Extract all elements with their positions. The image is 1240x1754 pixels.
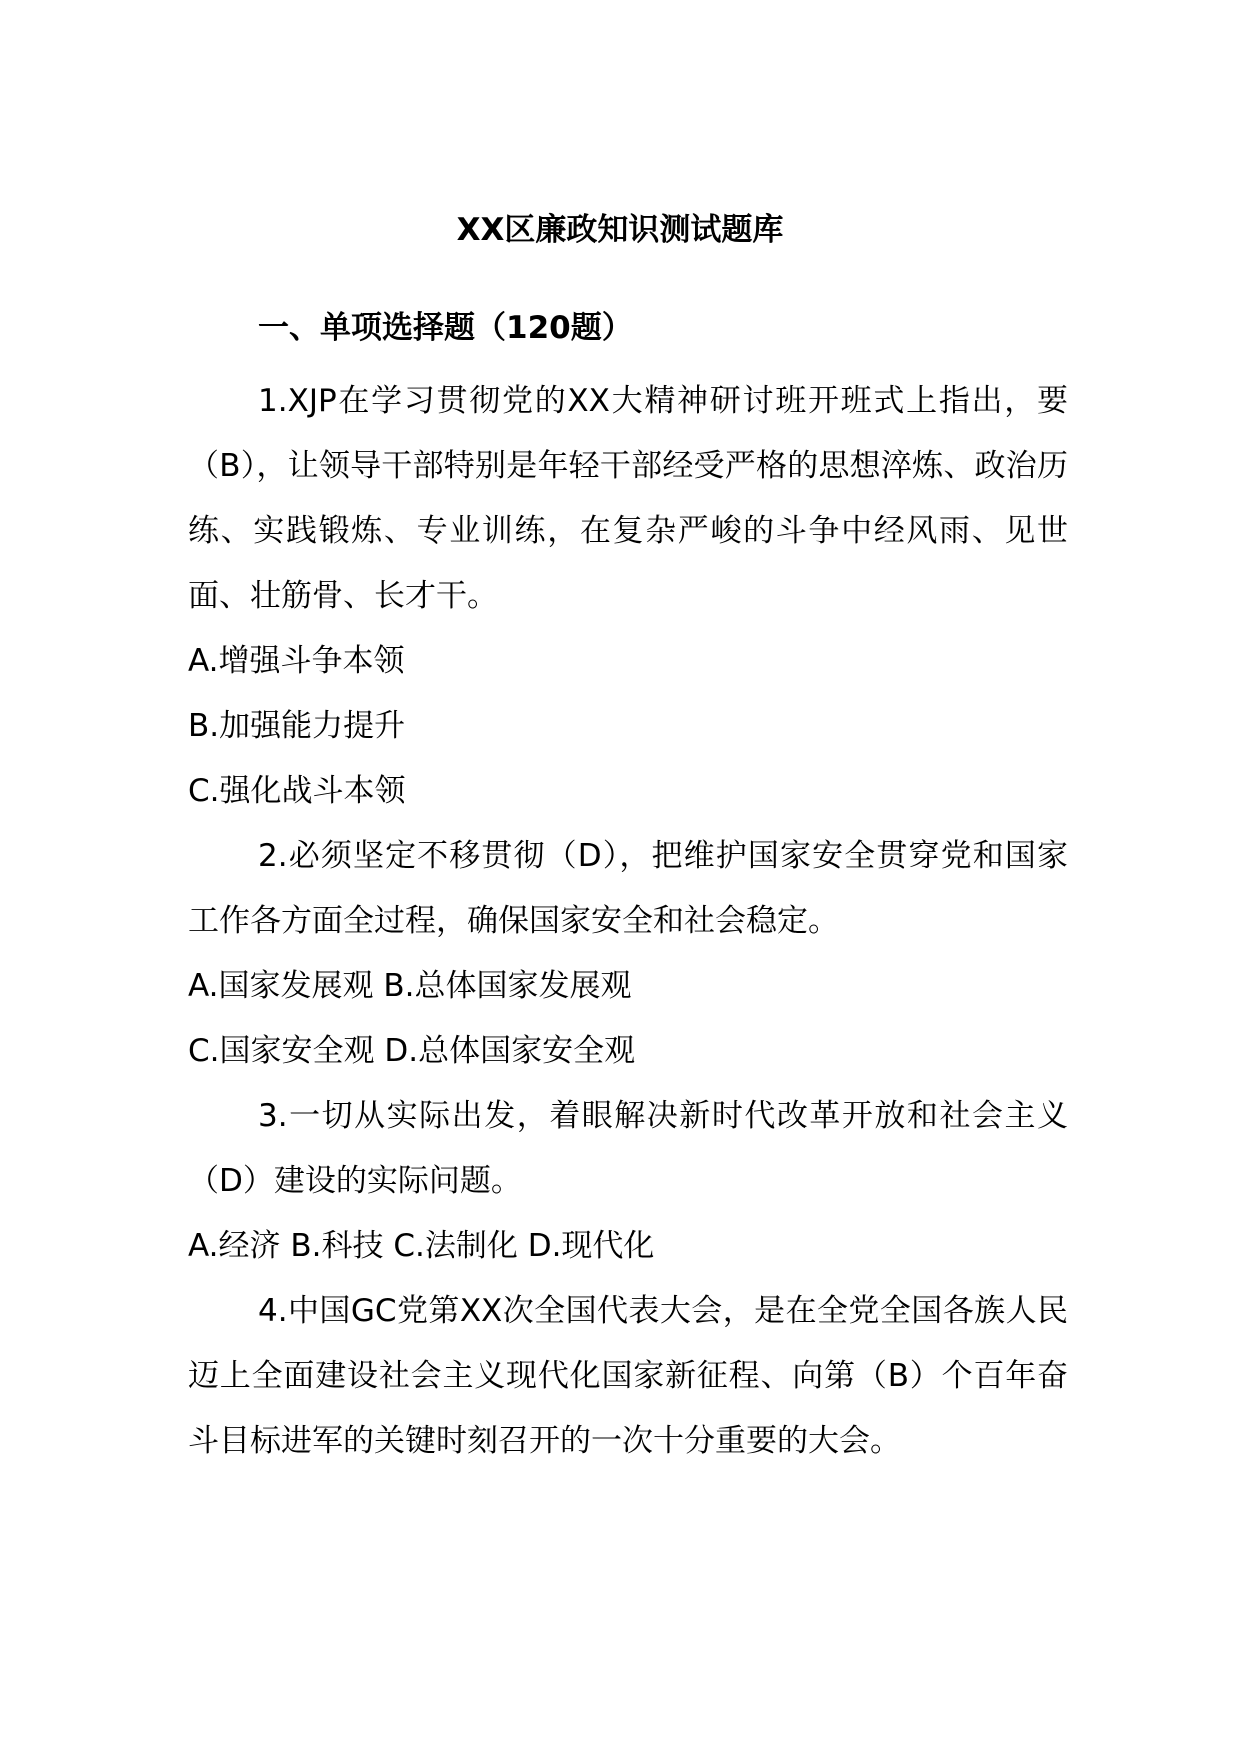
question-2-stem: 2.必须坚定不移贯彻（D），把维护国家安全贯穿党和国家工作各方面全过程，确保国家安全和社会稳定。 [188,838,1068,939]
question-list [188,369,1068,1474]
question-1-stem: 1.XJP在学习贯彻党的XX大精神研讨班开班式上指出，要（B），让领导干部特别是年轻干部经受严格的思想淬炼、政治历练、实践锻炼、专业训练，在复杂严峻的斗争中经风雨、见世面、壮筋骨、长才干。 [188,383,1068,614]
question-1-option-c: C.强化战斗本领 [188,773,406,809]
question-2-options-ab: A.国家发展观 B.总体国家发展观 [188,968,632,1004]
question-1-option-b: B.加强能力提升 [188,708,406,744]
question-3-options: A.经济 B.科技 C.法制化 D.现代化 [188,1228,655,1264]
question-2-options-cd: C.国家安全观 D.总体国家安全观 [188,1033,636,1069]
question-1-option-a: A.增强斗争本领 [188,643,405,679]
question-4-stem: 4.中国GC党第XX次全国代表大会，是在全党全国各族人民迈上全面建设社会主义现代化国家新征程、向第（B）个百年奋斗目标进军的关键时刻召开的一次十分重要的大会。 [188,1293,1068,1459]
section-heading: 一、单项选择题（120题） [258,310,633,346]
question-3-stem: 3.一切从实际出发，着眼解决新时代改革开放和社会主义（D）建设的实际问题。 [188,1098,1068,1199]
document-title: XX区廉政知识测试题库 [456,212,784,248]
